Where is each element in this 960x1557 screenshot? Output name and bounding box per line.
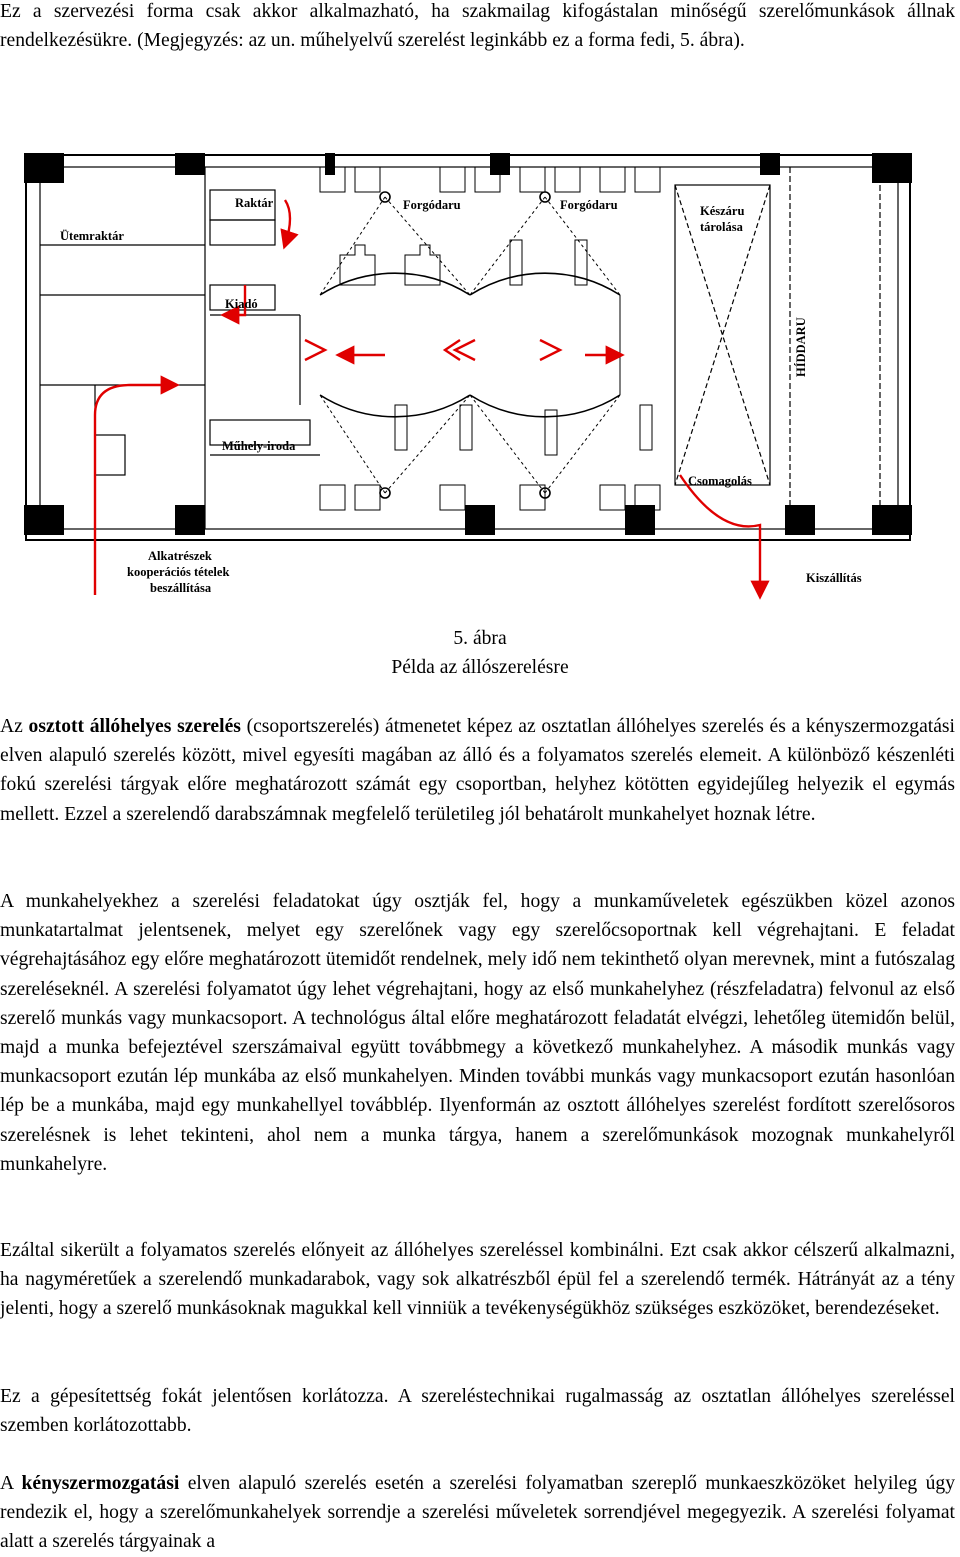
intro-paragraph: Ez a szervezési forma csak akkor alkalmazható, ha szakmailag kifogástalan minőségű szerelőmunkások állnak rendelkezésükre. (Megjegyzés: az un. műhelyelvű szerelést leginkább ez a forma fedi, 5. ábra). — [0, 1, 955, 52]
paragraph-ezaltal: Ezáltal sikerült a folyamatos szerelés előnyeit az állóhelyes szereléssel kombinálni. Ezt csak akkor célszerű alkalmazni, ha nagyméretűek a szerelendő munkadarabok, vagy sok alkatrészből épül fel a szerelendő termék. Hátrányát az a tény jelenti, hogy a szerelő munkásoknak magukkal kell vinniük a tevékenységükhöz szükséges eszközöket, berendezéseket. — [0, 1240, 955, 1320]
paragraph-kenyszermozgatasi: A kényszermozgatási elven alapuló szerelés esetén a szerelési folyamatban szereplő munkaeszközöket helyileg úgy rendezik el, hogy a szerelőmunkahelyek sorrendje a szerelési műveletek sorrendjével megegyezik. A szerelési folyamat alatt a szerelés tárgyainak a — [0, 1473, 956, 1553]
label-keszaru-1: Készáru — [700, 204, 745, 218]
building-walls — [26, 155, 910, 540]
label-alkatreszek-3: beszállítása — [150, 581, 212, 595]
material-flow-arrows — [95, 200, 760, 595]
figure-caption-title: Példa az állószerelésre — [391, 657, 569, 678]
label-kiszallitas: Kiszállítás — [806, 571, 862, 585]
floor-plan-figure — [0, 145, 960, 605]
paragraph-munkahelyek: A munkahelyekhez a szerelési feladatokat úgy osztják fel, hogy a munkaműveletek egészükben közel azonos munkatartalmat jelentsenek, melyet egy szerelőnek vagy egy szerelőcsoportnak kell végrehajtani. E feladat végrehajtásához egy előre meghatározott ütemidőt rendelnek, mely idő nem tekinthető olyan merevnek, mint a futószalag szereléseknél. A szerelési folyamatot úgy lehet végrehajtani, hogy az első munkahelyhez (részfeladatra) felvonul az első szerelő munkás vagy munkacsoport. A technológus által előre meghatározott feladatát elvégzi, lehetőleg ütemidőn belül, majd a munka befejeztével szerszámaival együtt továbbmegy a következő munkahelyhez. A második munkás vagy munkacsoport ezután lép munkába az első munkahelyen. Minden további munkás vagy munkacsoport ezután hasonlóan lép be a munkába, majd egy munkahellyel továbblép. Ilyenformán az osztott állóhelyes szerelést fordított szerelősoros szerelésnek is lehet tekinteni, ahol nem a munka tárgya, hanem a szerelőmunkások mozognak munkahelyről munkahelyre. — [0, 891, 955, 1175]
label-alkatreszek-2: kooperációs tételek — [127, 565, 230, 579]
label-kiado: Kiadó — [225, 297, 258, 311]
label-forgodaru-2: Forgódaru — [560, 198, 618, 212]
left-rooms — [40, 167, 320, 529]
term-kenyszermozgatasi: kényszermozgatási — [21, 1473, 180, 1494]
label-csomagolas: Csomagolás — [688, 474, 752, 488]
label-forgodaru-1: Forgódaru — [403, 198, 461, 212]
paragraph-gepesitettseg: Ez a gépesítettség fokát jelentősen korlátozza. A szereléstechnikai rugalmasság az osztatlan állóhelyes szereléssel szemben korlátozottabb. — [0, 1386, 955, 1437]
label-utemraktar: Ütemraktár — [60, 229, 124, 243]
figure-caption-number: 5. ábra — [453, 628, 507, 649]
crane-arcs — [320, 192, 620, 498]
label-alkatreszek-1: Alkatrészek — [148, 549, 212, 563]
label-hiddaru: HÍDDARU — [794, 317, 808, 377]
label-keszaru-2: tárolása — [700, 220, 743, 234]
label-raktar: Raktár — [235, 196, 274, 210]
label-muhely-iroda: Műhely-iroda — [222, 439, 296, 453]
paragraph-osztott: Az osztott állóhelyes szerelés (csoportszerelés) átmenetet képez az osztatlan állóhelyes szerelés és a kényszermozgatási elven alapuló szerelés között, mivel egyesíti magában az álló és a folyamatos szerelés elemeit. A különböző készenléti fokú szerelési tárgyak előre meghatározott számát egy csoportban, helyhez kötötten egyidejűleg helyezik el egymás mellett. Ezzel a szerelendő darabszámnak megfelelő területileg jól behatárolt munkahelyet hoznak létre. — [0, 716, 955, 825]
term-osztott: osztott állóhelyes szerelés — [28, 716, 241, 737]
